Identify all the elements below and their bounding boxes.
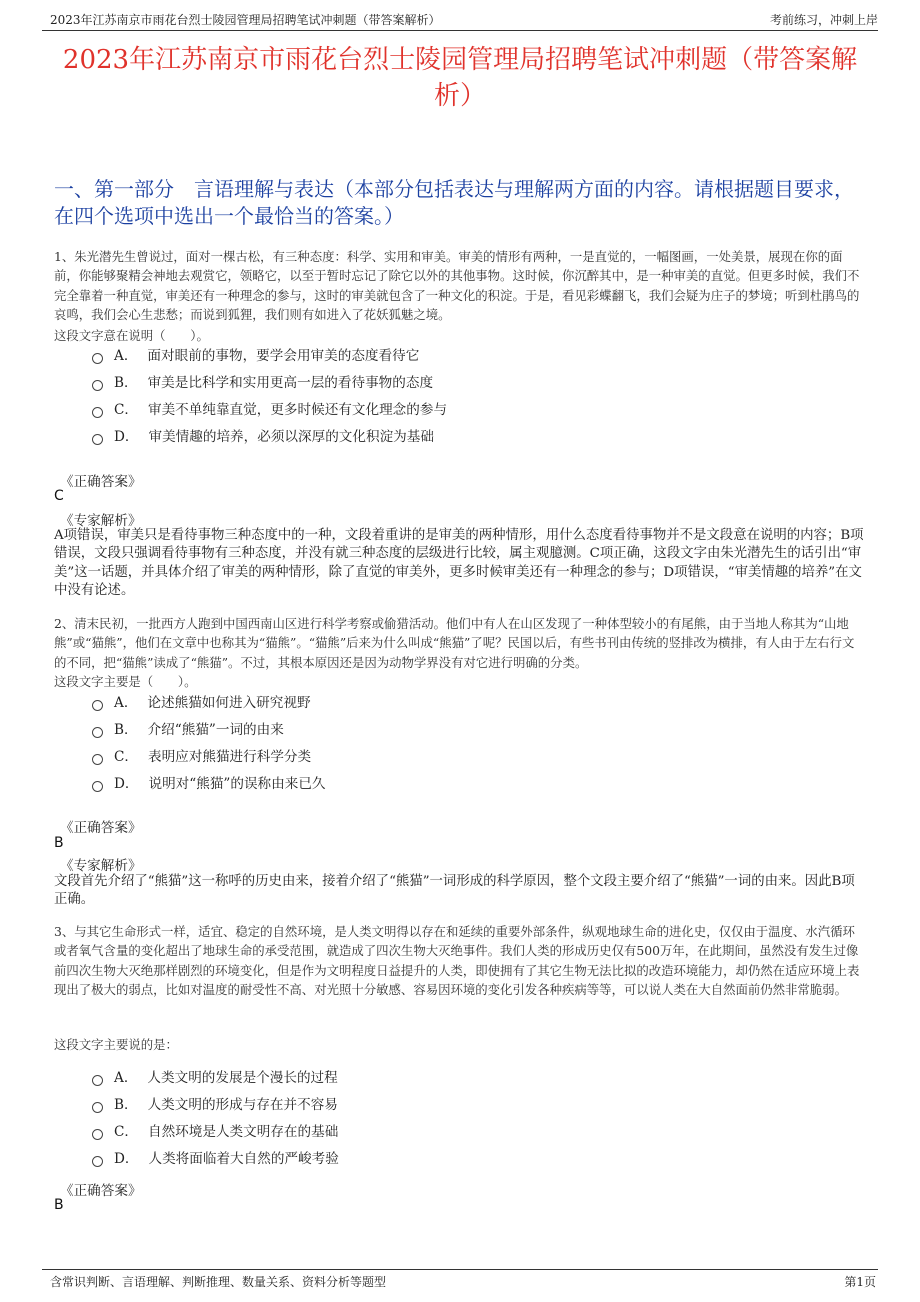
expert-analysis-label: 《专家解析》 bbox=[60, 858, 142, 874]
question-2-option-a[interactable]: A． 论述熊猫如何进入研究视野 bbox=[92, 694, 311, 712]
question-3-option-d[interactable]: D． 人类将面临着大自然的严峻考验 bbox=[92, 1150, 339, 1168]
radio-icon[interactable] bbox=[92, 353, 103, 364]
radio-icon[interactable] bbox=[92, 754, 103, 765]
running-header-title: 2023年江苏南京市雨花台烈士陵园管理局招聘笔试冲刺题（带答案解析） bbox=[50, 13, 441, 27]
question-2-prompt: 这段文字主要是（ ）。 bbox=[54, 674, 197, 689]
question-2-passage: 2、清末民初，一批西方人跑到中国西南山区进行科学考察或偷猎活动。他们中有人在山区发现了一种体型较小的有尾熊，由于当地人称其为“山地熊”或“猫熊”，他们在文章中也称其为“猫熊”。“猫熊”后来为什么叫成“熊猫”了呢？民国以后，有些书刊由传统的竖排改为横排，有人由于左右行文的不同，把“猫熊”读成了“熊猫”。不过，其根本原因还是因为动物学界没有对它进行明确的分类。 bbox=[54, 616, 855, 670]
expert-analysis-label: 《专家解析》 bbox=[60, 513, 142, 529]
question-3-option-c[interactable]: C． 自然环境是人类文明存在的基础 bbox=[92, 1123, 338, 1141]
radio-icon[interactable] bbox=[92, 1156, 103, 1167]
radio-icon[interactable] bbox=[92, 1102, 103, 1113]
running-header-slogan: 考前练习，冲刺上岸 bbox=[769, 13, 878, 27]
question-1-option-b[interactable]: B． 审美是比科学和实用更高一层的看待事物的态度 bbox=[92, 374, 433, 392]
correct-answer-label: 《正确答案》 bbox=[60, 820, 142, 836]
page-number: 第1页 bbox=[844, 1275, 876, 1289]
radio-icon[interactable] bbox=[92, 727, 103, 738]
correct-answer-label: 《正确答案》 bbox=[60, 1183, 142, 1199]
question-1-prompt: 这段文字意在说明（ ）。 bbox=[54, 328, 209, 343]
question-1-passage: 1、朱光潜先生曾说过，面对一棵古松，有三种态度：科学、实用和审美。审美的情形有两种，一是直觉的，一幅图画，一处美景，展现在你的面前，你能够聚精会神地去观赏它，领略它，以至于暂时忘记了除它以外的其他事物。这时候，你沉醉其中，是一种审美的直觉。但更多时候，我们不完全靠着一种直觉，审美还有一种理念的参与，这时的审美就包含了一种文化的积淀。于是，看见彩蝶翻飞，我们会疑为庄子的梦境；听到杜鹃鸟的哀鸣，我们会心生悲愁；而说到狐狸，我们则有如进入了花妖狐魅之境。 bbox=[54, 249, 860, 322]
radio-icon[interactable] bbox=[92, 1129, 103, 1140]
radio-icon[interactable] bbox=[92, 700, 103, 711]
question-3-option-b[interactable]: B． 人类文明的形成与存在并不容易 bbox=[92, 1096, 338, 1114]
question-3-option-a[interactable]: A． 人类文明的发展是个漫长的过程 bbox=[92, 1069, 338, 1087]
question-1-option-a[interactable]: A． 面对眼前的事物，要学会用审美的态度看待它 bbox=[92, 347, 419, 365]
radio-icon[interactable] bbox=[92, 380, 103, 391]
radio-icon[interactable] bbox=[92, 434, 103, 445]
question-2-option-c[interactable]: C． 表明应对熊猫进行科学分类 bbox=[92, 748, 311, 766]
question-1-option-c[interactable]: C． 审美不单纯靠直觉，更多时候还有文化理念的参与 bbox=[92, 401, 447, 419]
radio-icon[interactable] bbox=[92, 407, 103, 418]
header-divider bbox=[42, 30, 878, 31]
section-heading: 一、第一部分 言语理解与表达（本部分包括表达与理解两方面的内容。请根据题目要求，在四个选项中选出一个最恰当的答案。） bbox=[54, 177, 854, 228]
radio-icon[interactable] bbox=[92, 1075, 103, 1086]
question-2-explanation: 文段首先介绍了“熊猫”这一称呼的历史由来，接着介绍了“熊猫”一词形成的科学原因，整个文段主要介绍了“熊猫”一词的由来。因此B项正确。 bbox=[54, 874, 855, 908]
question-1-option-d[interactable]: D． 审美情趣的培养，必须以深厚的文化积淀为基础 bbox=[92, 428, 434, 446]
question-3-passage: 3、与其它生命形式一样，适宜、稳定的自然环境，是人类文明得以存在和延续的重要外部条件，纵观地球生命的进化史，仅仅由于温度、水汽循环或者氧气含量的变化超出了地球生命的承受范围，就造成了四次生物大灭绝事件。我们人类的形成历史仅有500万年，在此期间，虽然没有发生过像前四次生物大灭绝那样剧烈的环境变化，但是作为文明程度日益提升的人类，即使拥有了其它生物无法比拟的改造环境能力，却仍然在适应环境上表现出了极大的弱点，比如对温度的耐受性不高、对光照十分敏感、容易因环境的变化引发各种疾病等等，可以说人类在大自然面前仍然非常脆弱。 bbox=[54, 924, 860, 997]
footer-topics: 含常识判断、言语理解、判断推理、数量关系、资料分析等题型 bbox=[50, 1275, 387, 1289]
radio-icon[interactable] bbox=[92, 781, 103, 792]
question-1-explanation: A项错误，审美只是看待事物三种态度中的一种，文段着重讲的是审美的两种情形，用什么态度看待事物并不是文段意在说明的内容；B项错误，文段只强调看待事物有三种态度，并没有就三种态度的层级进行比较，属主观臆测。C项正确，这段文字由朱光潜先生的话引出“审美”这一话题，并具体介绍了审美的两种情形，除了直觉的审美外，更多时候审美还有一种理念的参与；D项错误，“审美情趣的培养”在文中没有论述。 bbox=[54, 528, 864, 599]
question-1-answer: C bbox=[54, 488, 64, 504]
question-3-answer: B bbox=[54, 1197, 64, 1213]
page-title: 2023年江苏南京市雨花台烈士陵园管理局招聘笔试冲刺题（带答案解析） bbox=[62, 45, 858, 111]
question-2-answer: B bbox=[54, 835, 64, 851]
question-2-option-d[interactable]: D． 说明对“熊猫”的误称由来已久 bbox=[92, 775, 326, 793]
footer-divider bbox=[42, 1269, 878, 1270]
question-2-option-b[interactable]: B． 介绍“熊猫”一词的由来 bbox=[92, 721, 284, 739]
question-3-prompt: 这段文字主要说的是： bbox=[54, 1037, 178, 1052]
correct-answer-label: 《正确答案》 bbox=[60, 474, 142, 490]
